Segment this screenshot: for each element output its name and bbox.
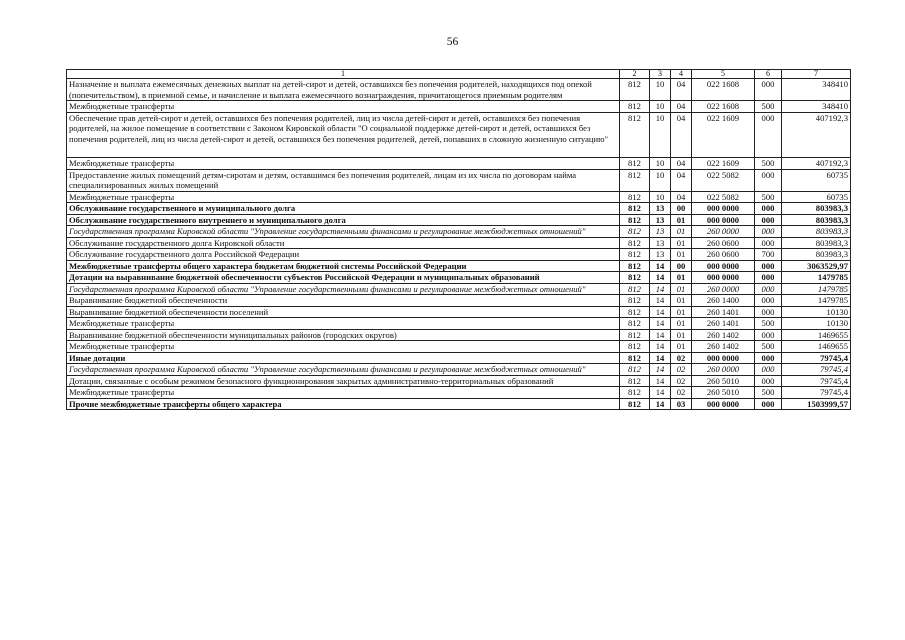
row-target-code: 260 1401 — [692, 306, 755, 318]
row-ved-code: 812 — [620, 364, 650, 376]
row-amount: 1479785 — [782, 295, 851, 307]
row-name: Межбюджетные трансферты — [67, 158, 620, 170]
row-expense-type-code: 000 — [755, 169, 782, 191]
header-col-4: 4 — [671, 70, 692, 79]
row-name: Дотации на выравнивание бюджетной обеспеченности субъектов Российской Федерации и муниципальных образований — [67, 272, 620, 284]
table-row — [67, 79, 851, 101]
row-amount: 803983,3 — [782, 249, 851, 261]
header-col-3: 3 — [650, 70, 671, 79]
row-name: Государственная программа Кировской области "Управление государственными финансами и регулирование межбюджетных отношений" — [67, 283, 620, 295]
row-amount: 1479785 — [782, 272, 851, 284]
row-ved-code: 812 — [620, 329, 650, 341]
row-amount: 79745,4 — [782, 387, 851, 399]
table-row — [67, 318, 851, 330]
row-target-code: 022 5082 — [692, 191, 755, 203]
row-name: Прочие межбюджетные трансферты общего характера — [67, 398, 620, 410]
row-amount: 3063529,97 — [782, 260, 851, 272]
table-row — [67, 214, 851, 226]
row-target-code: 260 5010 — [692, 387, 755, 399]
table-row — [67, 398, 851, 410]
row-amount: 1469655 — [782, 329, 851, 341]
row-expense-type-code: 000 — [755, 79, 782, 101]
row-amount: 348410 — [782, 101, 851, 113]
row-subsection-code: 04 — [671, 101, 692, 113]
row-subsection-code: 01 — [671, 318, 692, 330]
table-body — [67, 79, 851, 410]
row-target-code: 000 0000 — [692, 203, 755, 215]
row-ved-code: 812 — [620, 283, 650, 295]
row-expense-type-code: 000 — [755, 272, 782, 284]
row-expense-type-code: 000 — [755, 203, 782, 215]
row-subsection-code: 01 — [671, 341, 692, 353]
row-subsection-code: 01 — [671, 329, 692, 341]
row-subsection-code: 04 — [671, 112, 692, 158]
page-number: 56 — [446, 36, 459, 48]
header-col-6: 6 — [755, 70, 782, 79]
row-ved-code: 812 — [620, 260, 650, 272]
row-name: Дотации, связанные с особым режимом безопасного функционирования закрытых административно-территориальных образований — [67, 375, 620, 387]
row-target-code: 260 0600 — [692, 237, 755, 249]
row-name: Обслуживание государственного долга Кировской области — [67, 237, 620, 249]
row-name: Межбюджетные трансферты — [67, 387, 620, 399]
row-subsection-code: 02 — [671, 364, 692, 376]
row-subsection-code: 04 — [671, 158, 692, 170]
row-ved-code: 812 — [620, 306, 650, 318]
row-amount: 79745,4 — [782, 375, 851, 387]
row-amount: 1479785 — [782, 283, 851, 295]
row-target-code: 260 5010 — [692, 375, 755, 387]
row-target-code: 260 0600 — [692, 249, 755, 261]
header-col-5: 5 — [692, 70, 755, 79]
row-target-code: 000 0000 — [692, 352, 755, 364]
row-ved-code: 812 — [620, 226, 650, 238]
row-name: Выравнивание бюджетной обеспеченности поселений — [67, 306, 620, 318]
row-expense-type-code: 000 — [755, 375, 782, 387]
header-col-1: 1 — [67, 70, 620, 79]
row-section-code: 14 — [650, 352, 671, 364]
row-section-code: 14 — [650, 398, 671, 410]
row-subsection-code: 01 — [671, 249, 692, 261]
row-name: Межбюджетные трансферты общего характера бюджетам бюджетной системы Российской Федерации — [67, 260, 620, 272]
row-section-code: 13 — [650, 203, 671, 215]
table-row — [67, 169, 851, 191]
row-ved-code: 812 — [620, 295, 650, 307]
table-row — [67, 341, 851, 353]
row-expense-type-code: 500 — [755, 341, 782, 353]
row-name: Межбюджетные трансферты — [67, 318, 620, 330]
row-section-code: 14 — [650, 260, 671, 272]
row-amount: 407192,3 — [782, 158, 851, 170]
row-section-code: 10 — [650, 191, 671, 203]
row-ved-code: 812 — [620, 191, 650, 203]
row-target-code: 260 1402 — [692, 341, 755, 353]
row-target-code: 022 1609 — [692, 112, 755, 158]
row-ved-code: 812 — [620, 158, 650, 170]
table-row — [67, 226, 851, 238]
table-row — [67, 237, 851, 249]
row-section-code: 14 — [650, 306, 671, 318]
row-expense-type-code: 000 — [755, 214, 782, 226]
table-row — [67, 249, 851, 261]
row-amount: 1469655 — [782, 341, 851, 353]
row-ved-code: 812 — [620, 214, 650, 226]
row-expense-type-code: 000 — [755, 398, 782, 410]
row-expense-type-code: 000 — [755, 295, 782, 307]
row-ved-code: 812 — [620, 101, 650, 113]
row-expense-type-code: 000 — [755, 283, 782, 295]
table-row — [67, 364, 851, 376]
row-subsection-code: 01 — [671, 306, 692, 318]
row-section-code: 10 — [650, 169, 671, 191]
row-name: Государственная программа Кировской области "Управление государственными финансами и регулирование межбюджетных отношений" — [67, 364, 620, 376]
row-target-code: 260 0000 — [692, 283, 755, 295]
row-amount: 407192,3 — [782, 112, 851, 158]
row-ved-code: 812 — [620, 387, 650, 399]
row-section-code: 14 — [650, 341, 671, 353]
row-target-code: 000 0000 — [692, 398, 755, 410]
row-ved-code: 812 — [620, 341, 650, 353]
row-amount: 803983,3 — [782, 237, 851, 249]
row-amount: 803983,3 — [782, 214, 851, 226]
row-expense-type-code: 000 — [755, 237, 782, 249]
table-row — [67, 260, 851, 272]
row-ved-code: 812 — [620, 169, 650, 191]
row-section-code: 14 — [650, 375, 671, 387]
row-subsection-code: 02 — [671, 387, 692, 399]
row-section-code: 14 — [650, 318, 671, 330]
row-subsection-code: 01 — [671, 226, 692, 238]
budget-table — [66, 69, 851, 410]
row-expense-type-code: 500 — [755, 101, 782, 113]
row-subsection-code: 00 — [671, 203, 692, 215]
row-expense-type-code: 700 — [755, 249, 782, 261]
row-section-code: 14 — [650, 364, 671, 376]
row-target-code: 260 1400 — [692, 295, 755, 307]
row-expense-type-code: 000 — [755, 306, 782, 318]
row-expense-type-code: 000 — [755, 260, 782, 272]
row-target-code: 260 0000 — [692, 226, 755, 238]
row-amount: 60735 — [782, 169, 851, 191]
row-subsection-code: 04 — [671, 191, 692, 203]
row-ved-code: 812 — [620, 203, 650, 215]
table-row — [67, 306, 851, 318]
row-section-code: 10 — [650, 112, 671, 158]
row-section-code: 13 — [650, 214, 671, 226]
row-section-code: 14 — [650, 387, 671, 399]
row-target-code: 000 0000 — [692, 260, 755, 272]
row-subsection-code: 00 — [671, 260, 692, 272]
row-target-code: 022 5082 — [692, 169, 755, 191]
row-ved-code: 812 — [620, 249, 650, 261]
table-row — [67, 191, 851, 203]
table-row — [67, 352, 851, 364]
row-ved-code: 812 — [620, 398, 650, 410]
table-header-row — [67, 70, 851, 79]
table-row — [67, 295, 851, 307]
row-target-code: 000 0000 — [692, 272, 755, 284]
row-target-code: 022 1608 — [692, 79, 755, 101]
row-name: Обслуживание государственного и муниципального долга — [67, 203, 620, 215]
row-name: Обеспечение прав детей-сирот и детей, оставшихся без попечения родителей, лиц из числа детей-сирот и детей, оставшихся без попечения родителей, на жилое помещение в соответствии с Законом Кировской области "О социальной поддержке детей-сирот и детей, оставшихся без попечения родителей, лиц из числа детей-сирот и детей, оставшихся без попечения родителей, детей, попавших в сложную жизненную ситуацию" — [67, 112, 620, 158]
row-subsection-code: 01 — [671, 214, 692, 226]
row-name: Обслуживание государственного долга Российской Федерации — [67, 249, 620, 261]
row-subsection-code: 01 — [671, 272, 692, 284]
row-section-code: 14 — [650, 295, 671, 307]
table-row — [67, 283, 851, 295]
row-subsection-code: 02 — [671, 375, 692, 387]
row-expense-type-code: 000 — [755, 226, 782, 238]
row-name: Государственная программа Кировской области "Управление государственными финансами и регулирование межбюджетных отношений" — [67, 226, 620, 238]
header-col-7: 7 — [782, 70, 851, 79]
row-expense-type-code: 500 — [755, 158, 782, 170]
row-target-code: 022 1609 — [692, 158, 755, 170]
row-target-code: 000 0000 — [692, 214, 755, 226]
row-name: Обслуживание государственного внутреннего и муниципального долга — [67, 214, 620, 226]
row-subsection-code: 04 — [671, 169, 692, 191]
row-expense-type-code: 000 — [755, 112, 782, 158]
row-ved-code: 812 — [620, 272, 650, 284]
row-amount: 79745,4 — [782, 352, 851, 364]
table-row — [67, 329, 851, 341]
row-section-code: 14 — [650, 272, 671, 284]
row-ved-code: 812 — [620, 237, 650, 249]
table-row — [67, 158, 851, 170]
row-name: Иные дотации — [67, 352, 620, 364]
row-target-code: 260 0000 — [692, 364, 755, 376]
row-section-code: 14 — [650, 329, 671, 341]
row-amount: 79745,4 — [782, 364, 851, 376]
row-section-code: 14 — [650, 283, 671, 295]
row-expense-type-code: 000 — [755, 364, 782, 376]
row-expense-type-code: 500 — [755, 318, 782, 330]
row-ved-code: 812 — [620, 375, 650, 387]
row-amount: 60735 — [782, 191, 851, 203]
row-name: Межбюджетные трансферты — [67, 101, 620, 113]
header-col-2: 2 — [620, 70, 650, 79]
row-amount: 10130 — [782, 318, 851, 330]
table-row — [67, 101, 851, 113]
row-expense-type-code: 000 — [755, 329, 782, 341]
row-ved-code: 812 — [620, 318, 650, 330]
row-ved-code: 812 — [620, 79, 650, 101]
row-target-code: 022 1608 — [692, 101, 755, 113]
row-subsection-code: 03 — [671, 398, 692, 410]
row-section-code: 10 — [650, 158, 671, 170]
row-amount: 1503999,57 — [782, 398, 851, 410]
row-section-code: 10 — [650, 101, 671, 113]
row-subsection-code: 02 — [671, 352, 692, 364]
table-row — [67, 272, 851, 284]
row-amount: 803983,3 — [782, 203, 851, 215]
table-row — [67, 112, 851, 158]
row-name: Межбюджетные трансферты — [67, 341, 620, 353]
row-subsection-code: 01 — [671, 295, 692, 307]
row-section-code: 13 — [650, 237, 671, 249]
row-section-code: 10 — [650, 79, 671, 101]
table-row — [67, 375, 851, 387]
row-name: Назначение и выплата ежемесячных денежных выплат на детей-сирот и детей, оставшихся без попечения родителей, находящихся под опекой (попечительством), в приемной семье, и начисление и выплата ежемесячного вознаграждения, причитающегося приемным родителям — [67, 79, 620, 101]
row-amount: 803983,3 — [782, 226, 851, 238]
row-expense-type-code: 000 — [755, 352, 782, 364]
row-ved-code: 812 — [620, 112, 650, 158]
row-subsection-code: 04 — [671, 79, 692, 101]
row-subsection-code: 01 — [671, 283, 692, 295]
row-ved-code: 812 — [620, 352, 650, 364]
row-name: Выравнивание бюджетной обеспеченности — [67, 295, 620, 307]
row-section-code: 13 — [650, 226, 671, 238]
row-name: Предоставление жилых помещений детям-сиротам и детям, оставшимся без попечения родителей, лицам из их числа по договорам найма специализированных жилых помещений — [67, 169, 620, 191]
row-section-code: 13 — [650, 249, 671, 261]
row-name: Межбюджетные трансферты — [67, 191, 620, 203]
row-target-code: 260 1402 — [692, 329, 755, 341]
row-amount: 10130 — [782, 306, 851, 318]
row-amount: 348410 — [782, 79, 851, 101]
table-row — [67, 203, 851, 215]
row-target-code: 260 1401 — [692, 318, 755, 330]
row-name: Выравнивание бюджетной обеспеченности муниципальных районов (городских округов) — [67, 329, 620, 341]
row-expense-type-code: 500 — [755, 387, 782, 399]
row-expense-type-code: 500 — [755, 191, 782, 203]
row-subsection-code: 01 — [671, 237, 692, 249]
table-row — [67, 387, 851, 399]
